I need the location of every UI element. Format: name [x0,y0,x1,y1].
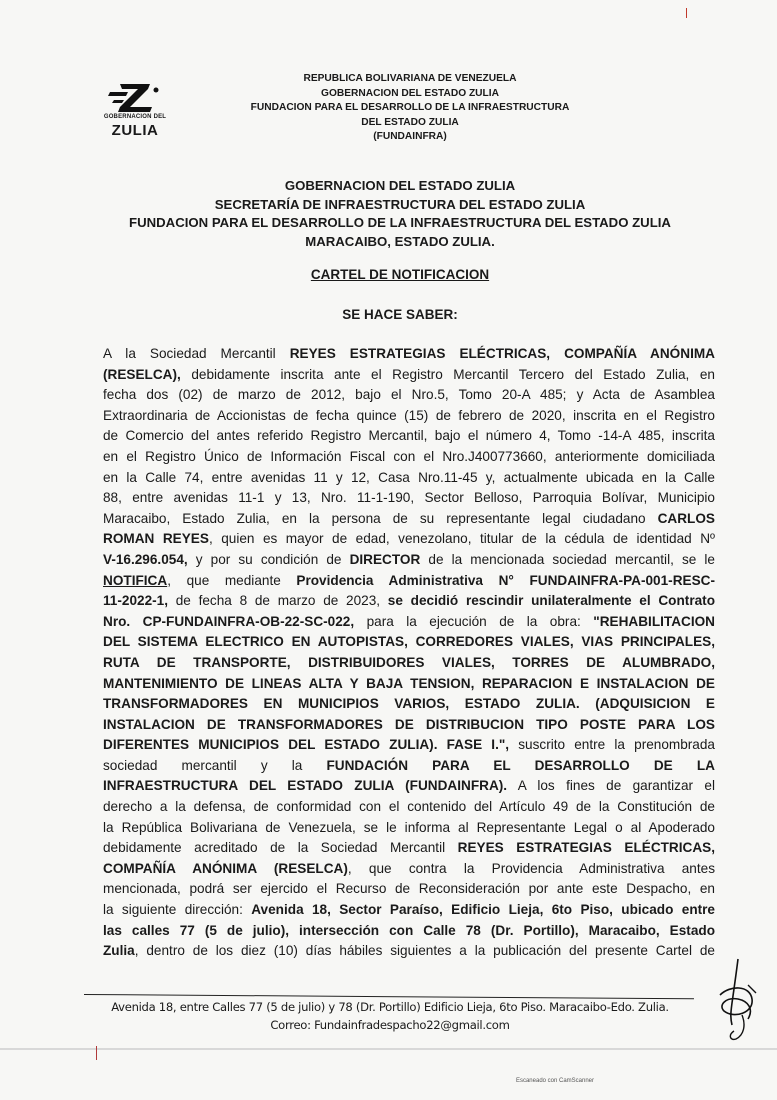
scan-edge [0,1048,777,1050]
body-line [103,365,715,386]
id-number: V-16.296.054, [103,551,188,567]
body-text-segment: sociedad mercantil y la [103,757,327,773]
body-line [103,735,715,756]
body-text-segment: suscrito entre la prenombrada [509,737,715,753]
body-line [103,344,715,365]
providencia-number: 11-2022-1, [103,593,169,609]
heading-line: MARACAIBO, ESTADO ZULIA. [305,233,495,249]
project-name: "REHABILITACION [593,613,715,629]
body-line [103,838,715,859]
representative-name: CARLOS [657,510,715,526]
letterhead-line: REPUBLICA BOLIVARIANA DE VENEZUELA [303,73,517,84]
notifica-label: NOTIFICA [103,572,168,588]
project-name: TRANSFORMADORES EN MUNICIPIOS VARIOS, ESTADO ZULIA. (ADQUISICION E [103,696,715,712]
body-line: derecho a la defensa, de conformidad con el contenido del Artículo 49 de la Constitución de [103,799,715,815]
letterhead-line: FUNDACION PARA EL DESARROLLO DE LA INFRAESTRUCTURA [250,102,570,113]
body-text-segment: de la mencionada sociedad mercantil, se le [420,551,715,567]
footer-email: Correo: Fundainfradespacho22@gmail.com [270,1018,510,1032]
body-text-segment: para la ejecución de la obra: [354,613,594,629]
project-name: DIFERENTES MUNICIPIOS DEL ESTADO ZULIA). FASE I.", [103,737,510,753]
body-line [103,715,715,736]
body-line [103,509,715,530]
office-address: Avenida 18, Sector Paraíso, Edificio Lieja, 6to Piso, ubicado entre [251,902,715,918]
letterhead-line: GOBERNACION DEL ESTADO ZULIA [321,87,499,99]
office-address: Zulia [103,943,135,959]
project-name: MANTENIMIENTO DE LINEAS ALTA Y BAJA TENSION, REPARACION E INSTALACION DE [103,675,715,691]
body-text-segment: , que mediante [167,572,297,588]
decision-text: se decidió rescindir unilateralmente el Contrato [387,593,715,609]
role-title: DIRECTOR [349,551,421,567]
company-acronym: (RESELCA), [103,366,181,382]
project-name: DEL SISTEMA ELECTRICO EN AUTOPISTAS, CORREDORES VIALES, VIAS PRINCIPALES, [103,634,715,650]
edge-mark [96,1046,97,1060]
zulia-z-emblem-icon [98,80,172,116]
body-text-segment: debidamente inscrita ante el Registro Mercantil Tercero del Estado Zulia, en [180,366,715,382]
body-line: la República Bolivariana de Venezuela, se le informa al Representante Legal o al Apoderado [103,819,715,835]
letterhead-line: DEL ESTADO ZULIA [361,116,459,128]
body-line: mencionada, podrá ser ejercido el Recurso de Reconsideración por ante este Despacho, en [103,881,715,897]
body-line [103,529,715,550]
body-line: fecha dos (02) de marzo de 2012, bajo el Nro.5, Tomo 20-A 485; y Acta de Asamblea [103,387,715,403]
body-text-segment: la siguiente dirección: [103,902,252,918]
body-text-segment: , que contra la Providencia Administrativa antes [347,860,715,876]
company-name: REYES ESTRATEGIAS ELÉCTRICAS, COMPAÑÍA ANÓNIMA [289,346,715,361]
project-name: INSTALACION DE TRANSFORMADORES DE DISTRIBUCION TIPO POSTE PARA LOS [103,716,715,732]
body-line: en el Registro Único de Información Fiscal con el Nro.J400773660, anteriormente domiciliada [103,448,715,464]
body-line [103,632,715,653]
body-text-segment: A los fines de garantizar el [507,778,715,794]
office-address: las calles 77 (5 de julio), intersección con Calle 78 (Dr. Portillo), Maracaibo, Estado [103,922,715,938]
logo-big-text: ZULIA [111,122,159,139]
body-line [103,756,715,777]
body-line [103,653,715,674]
body-line [103,941,715,962]
body-line [103,921,715,942]
page-title: CARTEL DE NOTIFICACION [310,267,490,282]
handwritten-signature [712,955,762,1045]
heading-line: SECRETARÍA DE INFRAESTRUCTURA DEL ESTADO ZULIA [214,196,586,212]
scanner-watermark: Escaneado con CamScanner [515,1078,595,1084]
letterhead [230,72,590,145]
body-line [103,550,715,571]
body-line [103,859,715,880]
body-line [103,776,715,797]
representative-name: ROMAN REYES [103,531,209,547]
body-text-segment: A la Sociedad Mercantil [103,346,290,361]
body-text-segment: Maracaibo, Estado Zulia, en la persona de su representante legal ciudadano [103,510,658,526]
heading-line: GOBERNACION DEL ESTADO ZULIA [284,178,516,193]
document-heading [90,177,710,251]
providencia-number: Providencia Administrativa N° FUNDAINFRA-PA-001-RESC- [296,572,715,588]
body-line [103,694,715,715]
edge-mark [686,8,687,18]
signature-scribble-icon [712,955,762,1045]
body-line [103,571,715,592]
project-name: RUTA DE TRANSPORTE, DISTRIBUIDORES VIALES, TORRES DE ALUMBRADO, [103,654,715,670]
body-text-segment: , dentro de los diez (10) días hábiles siguientes a la publicación del presente Cartel de [134,943,715,959]
body-line [103,612,715,633]
body-text-segment: debidamente acreditado de la Sociedad Mercantil [103,840,458,856]
foundation-name: FUNDACIÓN PARA EL DESARROLLO DE LA [326,757,716,773]
contract-number: Nro. CP-FUNDAINFRA-OB-22-SC-022, [103,613,355,629]
body-line: 88, entre avenidas 11-1 y 13, Nro. 11-1-190, Sector Belloso, Parroquia Bolívar, Municipio [103,490,715,506]
heading-line: FUNDACION PARA EL DESARROLLO DE LA INFRAESTRUCTURA DEL ESTADO ZULIA [129,215,671,230]
company-name: REYES ESTRATEGIAS ELÉCTRICAS, [457,840,716,856]
notification-body [103,344,715,962]
letterhead-line: (FUNDAINFRA) [373,131,447,142]
foundation-name: INFRAESTRUCTURA DEL ESTADO ZULIA (FUNDAINFRA). [103,778,508,794]
body-line [103,674,715,695]
footer-divider [84,994,694,999]
body-line: de Comercio del antes referido Registro Mercantil, bajo el número 4, Tomo -14-A 485, inscrita [103,428,715,444]
body-line: Extraordinaria de Accionistas de fecha quince (15) de febrero de 2020, inscrita en el Registro [103,407,715,423]
footer-address: Avenida 18, entre Calles 77 (5 de julio) y 78 (Dr. Portillo) Edificio Lieja, 6to Piso. Maracaibo-Edo. Zulia. [111,1000,669,1014]
logo-small-text: GOBERNACION DEL [103,114,167,120]
page-subtitle: SE HACE SABER: [342,307,458,322]
body-text-segment: de fecha 8 de marzo de 2023, [168,593,388,609]
gobernacion-zulia-logo [98,80,172,140]
body-text-segment: y por su condición de [187,551,350,567]
body-line [103,591,715,612]
company-name: COMPAÑÍA ANÓNIMA (RESELCA) [103,860,348,876]
body-line: en la Calle 74, entre avenidas 11 y 12, Casa Nro.11-45 y, actualmente ubicada en la Calle [103,469,715,485]
body-line [103,900,715,921]
body-text-segment: , quien es mayor de edad, venezolano, titular de la cédula de identidad Nº [208,531,715,547]
